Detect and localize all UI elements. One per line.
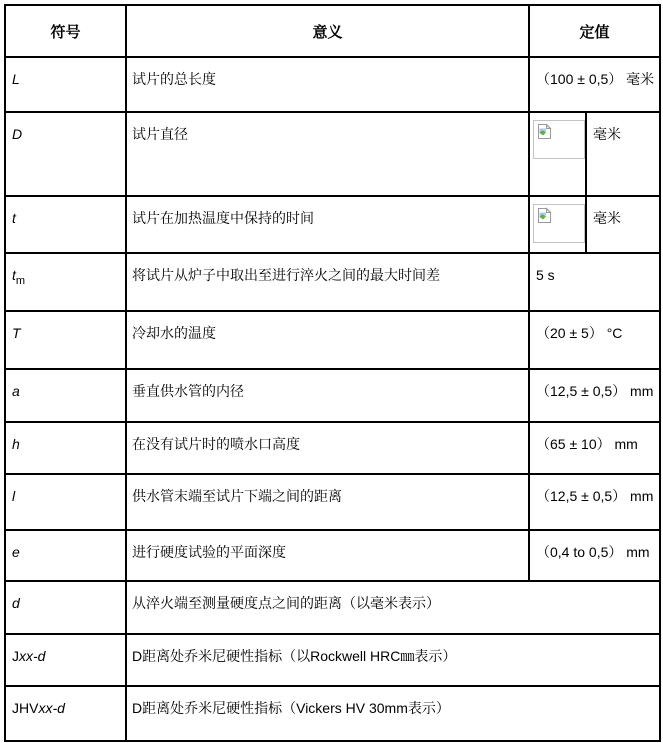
table-row [5, 253, 660, 311]
symbol-cell [5, 369, 126, 422]
value-cell: （20 ± 5） °C [529, 311, 660, 369]
symbol-text: L [12, 71, 20, 87]
header-meaning: 意义 [126, 5, 529, 57]
table-row [5, 57, 660, 112]
meaning-cell: 将试片从炉子中取出至进行淬火之间的最大时间差 [126, 253, 529, 311]
meaning-cell: 试片直径 [126, 112, 529, 196]
table-row [5, 112, 660, 196]
table-row [5, 369, 660, 422]
value-cell: （12,5 ± 0,5） mm [529, 474, 660, 530]
symbol-cell [5, 196, 126, 253]
value-cell: （0,4 to 0,5） mm [529, 530, 660, 581]
broken-image-icon [536, 207, 553, 224]
missing-image-placeholder [533, 204, 585, 243]
table-row [5, 422, 660, 474]
value-cell: （12,5 ± 0,5） mm [529, 369, 660, 422]
symbol-text: t [12, 210, 16, 226]
meaning-cell: 试片的总长度 [126, 57, 529, 112]
meaning-cell: D距离处乔米尼硬性指标（Vickers HV 30mm表示） [126, 686, 660, 741]
symbol-text: h [12, 436, 20, 452]
symbol-text: d [12, 595, 20, 611]
meaning-cell: 从淬火端至测量硬度点之间的距离（以毫米表示） [126, 581, 660, 634]
symbol-text: l [12, 488, 16, 504]
meaning-cell: 进行硬度试验的平面深度 [126, 530, 529, 581]
symbol-cell [5, 253, 126, 311]
broken-image-icon [536, 123, 553, 140]
table-row [5, 196, 660, 253]
symbol-text-italic: xx-d [19, 648, 46, 664]
meaning-cell: 试片在加热温度中保持的时间 [126, 196, 529, 253]
symbol-cell [5, 422, 126, 474]
table-row [5, 311, 660, 369]
symbol-text: e [12, 544, 20, 560]
table-row [5, 581, 660, 634]
parameters-table [4, 4, 661, 742]
value-cell: 5 s [529, 253, 660, 311]
table-row [5, 634, 660, 686]
symbol-text: D [12, 126, 23, 142]
symbol-cell [5, 474, 126, 530]
symbol-text: J [12, 648, 19, 664]
table-row [5, 686, 660, 741]
meaning-cell: 冷却水的温度 [126, 311, 529, 369]
meaning-cell: 供水管末端至试片下端之间的距离 [126, 474, 529, 530]
unit-cell: 毫米 [586, 196, 660, 253]
missing-image-placeholder [533, 120, 585, 159]
symbol-text: JHV [12, 700, 39, 716]
symbol-text: t [12, 267, 16, 283]
header-value: 定值 [529, 5, 660, 57]
symbol-cell [5, 57, 126, 112]
meaning-cell: 在没有试片时的喷水口高度 [126, 422, 529, 474]
symbol-text: T [12, 325, 21, 341]
symbol-cell [5, 112, 126, 196]
value-image-cell [529, 196, 586, 253]
symbol-cell [5, 530, 126, 581]
symbol-subscript: m [15, 274, 26, 287]
value-cell: （100 ± 0,5） 毫米 [529, 57, 660, 112]
unit-cell: 毫米 [586, 112, 660, 196]
table-row [5, 474, 660, 530]
value-cell: （65 ± 10） mm [529, 422, 660, 474]
table-row [5, 530, 660, 581]
meaning-cell: 垂直供水管的内径 [126, 369, 529, 422]
header-symbol: 符号 [5, 5, 126, 57]
symbol-cell [5, 634, 126, 686]
meaning-cell: D距离处乔米尼硬性指标（以Rockwell HRC㎜表示） [126, 634, 660, 686]
symbol-cell [5, 311, 126, 369]
symbol-cell [5, 581, 126, 634]
value-image-cell [529, 112, 586, 196]
symbol-text-italic: xx-d [38, 700, 65, 716]
table-header-row [5, 5, 660, 57]
symbol-cell [5, 686, 126, 741]
symbol-text: a [12, 383, 20, 399]
